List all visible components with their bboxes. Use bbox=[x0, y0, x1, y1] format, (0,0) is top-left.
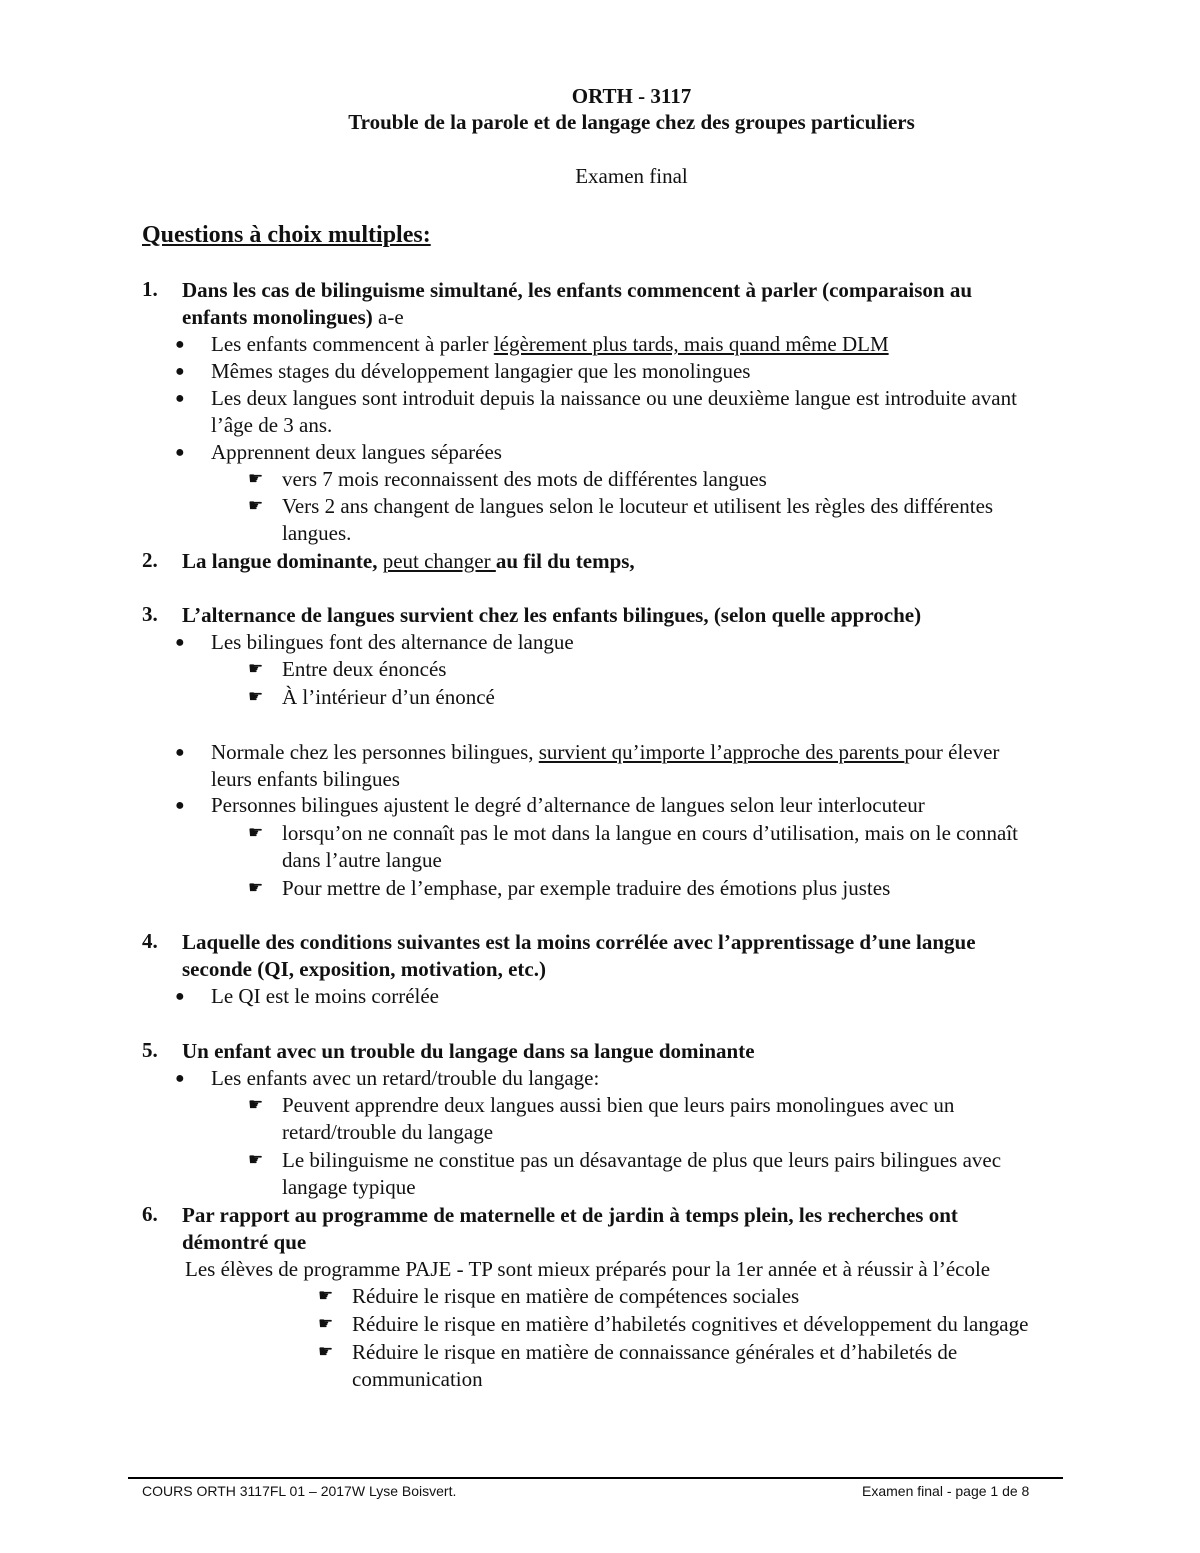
sub-list-item-continuation: communication bbox=[352, 1367, 483, 1391]
sub-list-item-continuation: langues. bbox=[282, 521, 352, 545]
sub-list-item: Vers 2 ans changent de langues selon le locuteur et utilisent les règles des différentes bbox=[282, 494, 994, 518]
question-number: 6. bbox=[142, 1202, 158, 1226]
bullet-dot: ● bbox=[175, 363, 185, 380]
question-number: 1. bbox=[142, 277, 158, 301]
section-title: Questions à choix multiples: bbox=[142, 222, 431, 248]
bullet-dot: ● bbox=[175, 390, 185, 407]
list-item: Le QI est le moins corrélée bbox=[211, 984, 439, 1008]
pointing-hand-icon: ☛ bbox=[248, 469, 264, 488]
list-item: Personnes bilingues ajustent le degré d’alternance de langues selon leur interlocuteur bbox=[211, 793, 925, 817]
sub-list-item: Peuvent apprendre deux langues aussi bien que leurs pairs monolingues avec un bbox=[282, 1093, 955, 1117]
footer-divider bbox=[128, 1477, 1063, 1479]
sub-list-item: vers 7 mois reconnaissent des mots de différentes langues bbox=[282, 467, 767, 491]
list-item: Les enfants avec un retard/trouble du langage: bbox=[211, 1066, 600, 1090]
answer-text: Les élèves de programme PAJE - TP sont mieux préparés pour la 1er année et à réussir à l’école bbox=[185, 1257, 991, 1281]
sub-list-item: Réduire le risque en matière d’habiletés cognitives et développement du langage bbox=[352, 1312, 1029, 1336]
question-text-line2 bbox=[182, 304, 404, 331]
question-text: Par rapport au programme de maternelle et de jardin à temps plein, les recherches ont bbox=[182, 1203, 958, 1227]
pointing-hand-icon: ☛ bbox=[318, 1342, 334, 1361]
pointing-hand-icon: ☛ bbox=[248, 659, 264, 678]
question-text: Dans les cas de bilinguisme simultané, les enfants commencent à parler (comparaison au bbox=[182, 278, 973, 302]
list-item-continuation: l’âge de 3 ans. bbox=[211, 413, 333, 437]
list-item-continuation: leurs enfants bilingues bbox=[211, 767, 400, 791]
answer-tag: a-e bbox=[378, 305, 404, 329]
list-item bbox=[211, 739, 999, 766]
bullet-dot: ● bbox=[175, 444, 185, 461]
pointing-hand-icon: ☛ bbox=[248, 496, 264, 515]
question-text-part: au fil du temps, bbox=[495, 549, 635, 573]
list-item: Les deux langues sont introduit depuis la naissance ou une deuxième langue est introduite avant bbox=[211, 386, 1017, 410]
question-number: 5. bbox=[142, 1038, 158, 1062]
list-item: Apprennent deux langues séparées bbox=[211, 440, 502, 464]
list-item bbox=[211, 331, 889, 358]
question-number: 2. bbox=[142, 548, 158, 572]
question-number: 3. bbox=[142, 602, 158, 626]
bullet-dot: ● bbox=[175, 336, 185, 353]
bullet-dot: ● bbox=[175, 797, 185, 814]
underlined-text: légèrement plus tards, mais quand même DLM bbox=[493, 332, 889, 356]
sub-list-item: Entre deux énoncés bbox=[282, 657, 447, 681]
list-item-text: pour élever bbox=[904, 740, 1000, 764]
question-text-part: La langue dominante, bbox=[182, 549, 383, 573]
pointing-hand-icon: ☛ bbox=[318, 1314, 334, 1333]
pointing-hand-icon: ☛ bbox=[248, 823, 264, 842]
bullet-dot: ● bbox=[175, 1070, 185, 1087]
sub-list-item: Le bilinguisme ne constitue pas un désavantage de plus que leurs pairs bilingues avec bbox=[282, 1148, 1002, 1172]
sub-list-item-continuation: retard/trouble du langage bbox=[282, 1120, 494, 1144]
question-number: 4. bbox=[142, 929, 158, 953]
sub-list-item: Pour mettre de l’emphase, par exemple traduire des émotions plus justes bbox=[282, 876, 891, 900]
question-text: L’alternance de langues survient chez les enfants bilingues, (selon quelle approche) bbox=[182, 603, 922, 627]
bullet-dot: ● bbox=[175, 744, 185, 761]
question-text: enfants monolingues) bbox=[182, 305, 373, 329]
footer-left: COURS ORTH 3117FL 01 – 2017W Lyse Boisvert. bbox=[142, 1483, 457, 1499]
pointing-hand-icon: ☛ bbox=[248, 687, 264, 706]
sub-list-item: Réduire le risque en matière de compétences sociales bbox=[352, 1284, 800, 1308]
bullet-dot: ● bbox=[175, 988, 185, 1005]
list-item: Mêmes stages du développement langagier que les monolingues bbox=[211, 359, 751, 383]
underlined-text: peut changer bbox=[382, 549, 496, 573]
list-item: Les bilingues font des alternance de langue bbox=[211, 630, 574, 654]
sub-list-item-continuation: langage typique bbox=[282, 1175, 416, 1199]
question-text: Un enfant avec un trouble du langage dans sa langue dominante bbox=[182, 1039, 755, 1063]
list-item-text: Normale chez les personnes bilingues, bbox=[211, 740, 539, 764]
pointing-hand-icon: ☛ bbox=[248, 1095, 264, 1114]
footer-page-number: Examen final - page 1 de 8 bbox=[862, 1483, 1030, 1499]
pointing-hand-icon: ☛ bbox=[318, 1286, 334, 1305]
exam-title: Examen final bbox=[575, 164, 688, 188]
pointing-hand-icon: ☛ bbox=[248, 878, 264, 897]
question-text bbox=[182, 548, 635, 575]
sub-list-item: À l’intérieur d’un énoncé bbox=[282, 685, 495, 709]
question-text-continuation: seconde (QI, exposition, motivation, etc.) bbox=[182, 957, 546, 981]
underlined-text: survient qu’importe l’approche des parents bbox=[538, 740, 905, 764]
bullet-dot: ● bbox=[175, 634, 185, 651]
sub-list-item-continuation: dans l’autre langue bbox=[282, 848, 442, 872]
course-code: ORTH - 3117 bbox=[571, 84, 692, 108]
pointing-hand-icon: ☛ bbox=[248, 1150, 264, 1169]
question-text: Laquelle des conditions suivantes est la moins corrélée avec l’apprentissage d’une langue bbox=[182, 930, 976, 954]
course-subject: Trouble de la parole et de langage chez des groupes particuliers bbox=[348, 110, 915, 134]
list-item-text: Les enfants commencent à parler bbox=[211, 332, 494, 356]
question-text-continuation: démontré que bbox=[182, 1230, 307, 1254]
sub-list-item: Réduire le risque en matière de connaissance générales et d’habiletés de bbox=[352, 1340, 958, 1364]
sub-list-item: lorsqu’on ne connaît pas le mot dans la langue en cours d’utilisation, mais on le connaît bbox=[282, 821, 1018, 845]
